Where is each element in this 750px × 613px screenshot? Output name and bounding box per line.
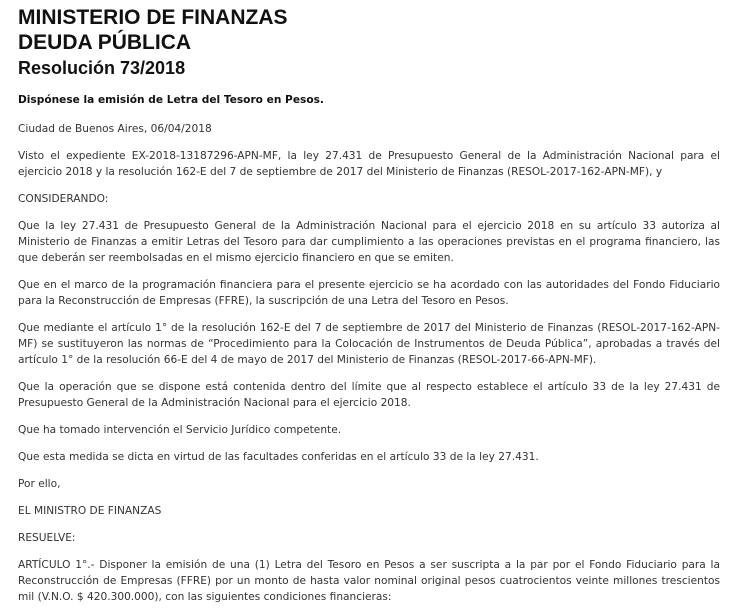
summary: Dispónese la emisión de Letra del Tesoro en Pesos. (18, 94, 324, 106)
considerando-2: Que en el marco de la programación financiera para el presente ejercicio se ha acordado con las autoridades del Fondo Fiduciario para la Reconstrucción de Empresas (FFRE), la suscripción de una Letra del Tesoro en Pesos. (18, 279, 720, 307)
considerando-4: Que la operación que se dispone está contenida dentro del límite que al respecto establece el artículo 33 de la ley 27.431 de Presupuesto General de la Administración Nacional para el ejercicio 2018. (18, 381, 720, 409)
resuelve-heading: RESUELVE: (18, 532, 76, 544)
ministry-title: MINISTERIO DE FINANZAS (18, 6, 288, 29)
considerando-1: Que la ley 27.431 de Presupuesto General de la Administración Nacional para el ejercicio 2018 en su artículo 33 autoriza al Ministerio de Finanzas a emitir Letras del Tesoro para dar cumplimiento a las operaciones previstas en el programa financiero, las que deberán ser reembolsadas en el mismo ejercicio financiero en que se emiten. (18, 220, 720, 264)
considerando-5: Que ha tomado intervención el Servicio Jurídico competente. (18, 424, 342, 436)
article-1: ARTÍCULO 1°.- Disponer la emisión de una (1) Letra del Tesoro en Pesos a ser suscripta a la par por el Fondo Fiduciario para la Reconstrucción de Empresas (FFRE) por un monto de hasta valor nominal original pesos cuatrocientos veinte millones trescientos mil (V.N.O. $ 420.300.000), con las siguientes condiciones financieras: (18, 559, 720, 603)
minister-line: EL MINISTRO DE FINANZAS (18, 505, 162, 517)
considerando-heading: CONSIDERANDO: (18, 193, 109, 205)
place-date: Ciudad de Buenos Aires, 06/04/2018 (18, 123, 212, 135)
resolution-title: Resolución 73/2018 (18, 58, 186, 78)
considerando-3: Que mediante el artículo 1° de la resolución 162-E del 7 de septiembre de 2017 del Ministerio de Finanzas (RESOL-2017-162-APN-MF) se sustituyeron las normas de “Procedimiento para la Colocación de Instrumentos de Deuda Pública”, aprobadas a través del artículo 1° de la resolución 66-E del 4 de mayo de 2017 del Ministerio de Finanzas (RESOL-2017-66-APN-MF). (18, 322, 720, 366)
visto-paragraph: Visto el expediente EX-2018-13187296-APN-MF, la ley 27.431 de Presupuesto General de la Administración Nacional para el ejercicio 2018 y la resolución 162-E del 7 de septiembre de 2017 del Ministerio de Finanzas (RESOL-2017-162-APN-MF), y (18, 150, 720, 178)
document (18, 5, 720, 605)
por-ello: Por ello, (18, 478, 61, 490)
considerando-6: Que esta medida se dicta en virtud de las facultades conferidas en el artículo 33 de la ley 27.431. (18, 451, 539, 463)
section-title: DEUDA PÚBLICA (18, 31, 192, 54)
